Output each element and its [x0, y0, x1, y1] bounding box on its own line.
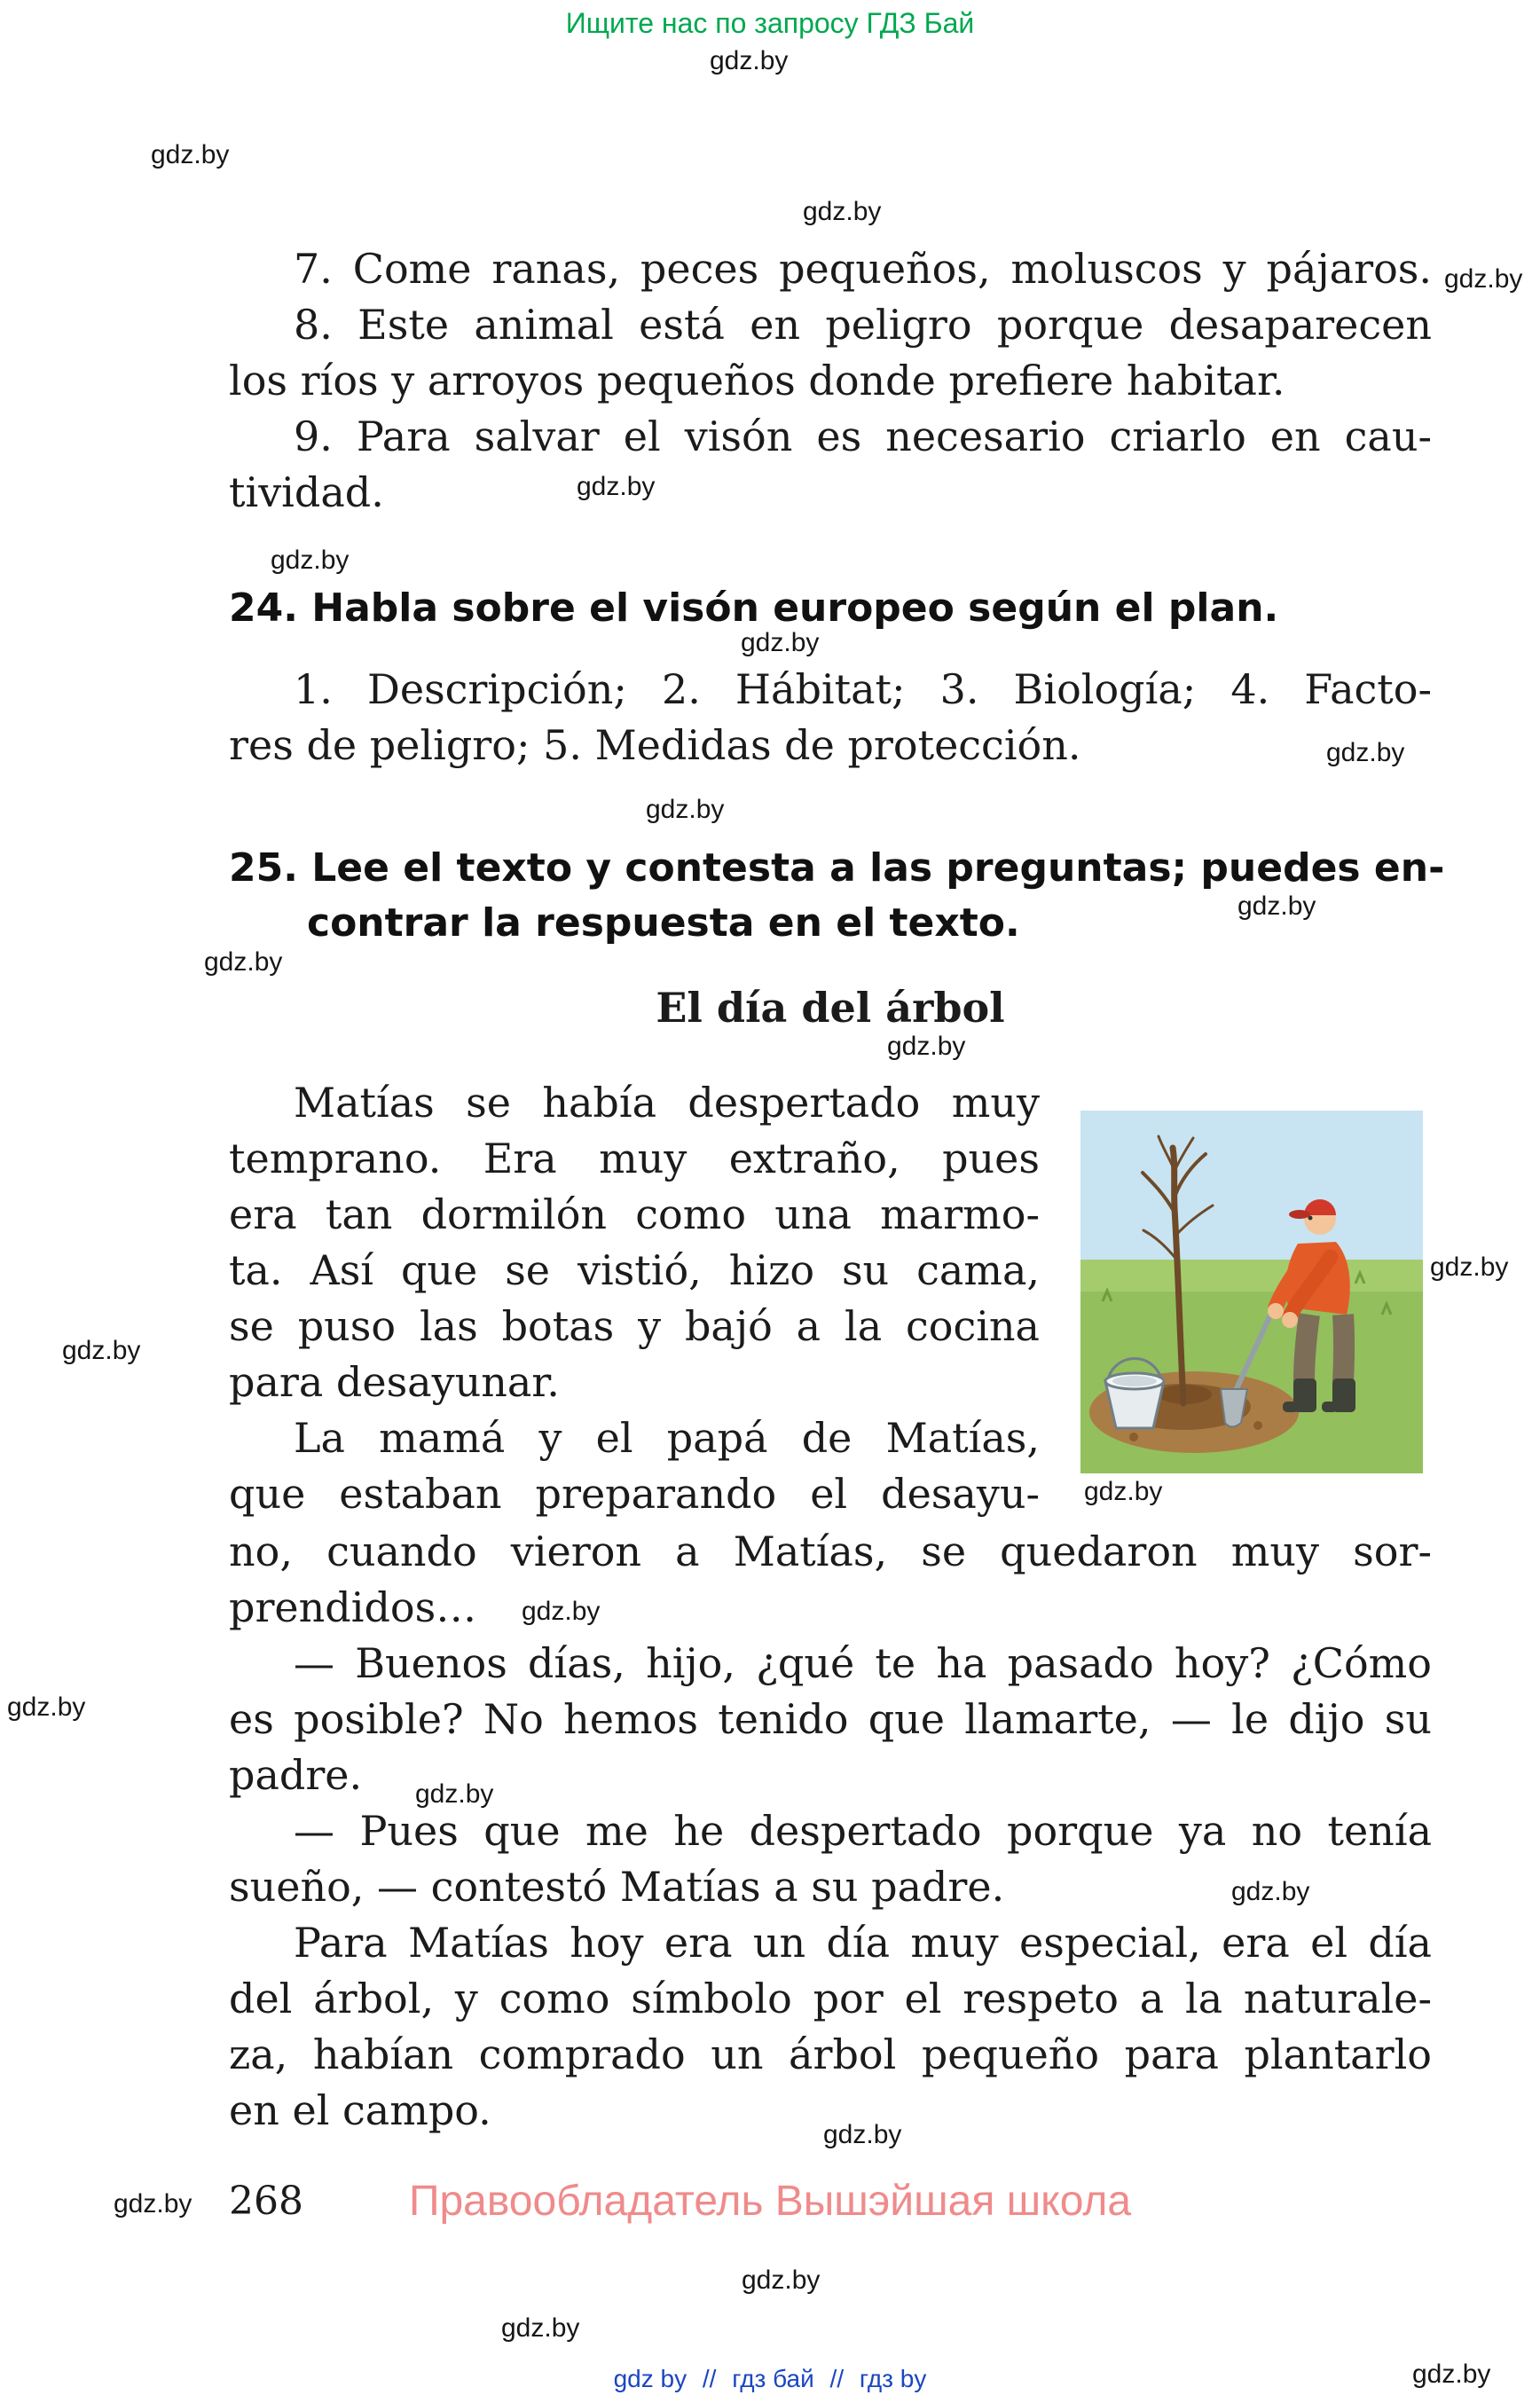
text-line: 9. Para salvar el visón es necesario criarlo en cau-	[294, 412, 1432, 460]
gdz-watermark: gdz.by	[1444, 264, 1523, 294]
gdz-watermark: gdz.by	[522, 1597, 601, 1626]
gdz-watermark: gdz.by	[62, 1336, 141, 1365]
page-number: 268	[229, 2179, 303, 2224]
tree-planting-illustration	[1080, 1111, 1423, 1473]
gdz-watermark: gdz.by	[646, 795, 725, 824]
text-line: era tan dormilón como una marmo-	[229, 1190, 1040, 1238]
text-line: Matías se había despertado muy	[294, 1079, 1040, 1127]
gdz-watermark: gdz.by	[1326, 738, 1405, 767]
gdz-watermark: gdz.by	[415, 1779, 494, 1809]
task-24	[229, 581, 1432, 636]
text-line: za, habían comprado un árbol pequeño para plantarlo	[229, 2030, 1432, 2078]
text-line: tividad.	[229, 468, 384, 516]
text-line: sueño, — contestó Matías a su padre.	[229, 1863, 1005, 1911]
gdz-watermark: gdz.by	[1231, 1877, 1310, 1906]
answers-items-7-9	[229, 241, 1432, 521]
top-promo-text: Ищите нас по запросу ГДЗ Бай	[565, 7, 975, 39]
gdz-watermark: gdz.by	[501, 2313, 580, 2343]
text-line: no, cuando vieron a Matías, se quedaron muy sor-	[229, 1527, 1432, 1575]
gdz-watermark: gdz.by	[204, 947, 283, 977]
task-24-statement: 24. Habla sobre el visón europeo según el plan.	[229, 585, 1279, 631]
footer-link-gdz-bai[interactable]: гдз бай	[732, 2365, 814, 2392]
text-line: se puso las botas y bajó a la cocina	[229, 1302, 1040, 1350]
copyright-notice: Правообладатель Вышэйшая школа	[408, 2178, 1132, 2225]
gdz-watermark: gdz.by	[803, 197, 882, 226]
text-line: res de peligro; 5. Medidas de protección.	[229, 721, 1081, 769]
text-line: ta. Así que se vistió, hizo su cama,	[229, 1246, 1040, 1294]
text-line: que estaban preparando el desayu-	[229, 1470, 1040, 1518]
text-line: temprano. Era muy extraño, pues	[229, 1135, 1040, 1182]
gdz-watermark: gdz.by	[1430, 1253, 1509, 1282]
text-line: prendidos…	[229, 1583, 477, 1631]
footer-link-gdz-by[interactable]: gdz by	[613, 2365, 688, 2392]
gdz-watermark: gdz.by	[1238, 891, 1316, 921]
gdz-watermark: gdz.by	[114, 2189, 192, 2218]
footer-link-gdz-by-cyrillic[interactable]: гдз by	[859, 2365, 927, 2392]
story-title: El día del árbol	[656, 984, 1005, 1032]
gdz-watermark: gdz.by	[1084, 1477, 1163, 1506]
sky	[1080, 1111, 1423, 1260]
gdz-watermark: gdz.by	[577, 472, 656, 501]
text-line: padre.	[229, 1751, 363, 1799]
text-line: — Pues que me he despertado porque ya no tenía	[294, 1807, 1432, 1855]
story-title-row	[229, 980, 1432, 1036]
text-line: del árbol, y como símbolo por el respeto a la naturale-	[229, 1975, 1432, 2022]
text-line: los ríos y arroyos pequeños donde prefiere habitar.	[229, 357, 1285, 404]
text-line: — Buenos días, hijo, ¿qué te ha pasado hoy? ¿Cómo	[294, 1639, 1432, 1687]
text-line: 8. Este animal está en peligro porque desaparecen	[294, 301, 1432, 349]
gdz-watermark: gdz.by	[741, 628, 820, 657]
task-25	[229, 841, 1445, 951]
footer-link-separator: //	[829, 2365, 845, 2392]
text-line: en el campo.	[229, 2086, 491, 2134]
gdz-watermark: gdz.by	[1412, 2360, 1491, 2389]
footer-link-separator: //	[702, 2365, 717, 2392]
gdz-watermark: gdz.by	[710, 46, 789, 75]
text-line: 7. Come ranas, peces pequeños, moluscos y pájaros.	[294, 245, 1432, 293]
task-24-plan	[229, 662, 1432, 774]
task-25-statement-line: 25. Lee el texto y contesta a las preguntas; puedes en-	[229, 845, 1445, 891]
task-25-statement-line: contrar la respuesta en el texto.	[307, 900, 1020, 946]
footer-links-row	[0, 2365, 1540, 2393]
story-wide-column	[229, 1524, 1432, 2139]
gdz-watermark: gdz.by	[271, 546, 350, 575]
text-line: La mamá y el papá de Matías,	[294, 1414, 1040, 1462]
gdz-watermark: gdz.by	[887, 1032, 966, 1061]
gdz-watermark: gdz.by	[7, 1692, 86, 1722]
text-line: es posible? No hemos tenido que llamarte, — le dijo su	[229, 1695, 1432, 1743]
gdz-watermark: gdz.by	[823, 2120, 902, 2149]
gdz-watermark: gdz.by	[151, 140, 230, 169]
text-line: 1. Descripción; 2. Hábitat; 3. Biología; 4. Facto-	[294, 665, 1432, 713]
text-line: para desayunar.	[229, 1358, 560, 1406]
gdz-watermark: gdz.by	[742, 2266, 821, 2295]
text-line: Para Matías hoy era un día muy especial, era el día	[294, 1919, 1432, 1967]
